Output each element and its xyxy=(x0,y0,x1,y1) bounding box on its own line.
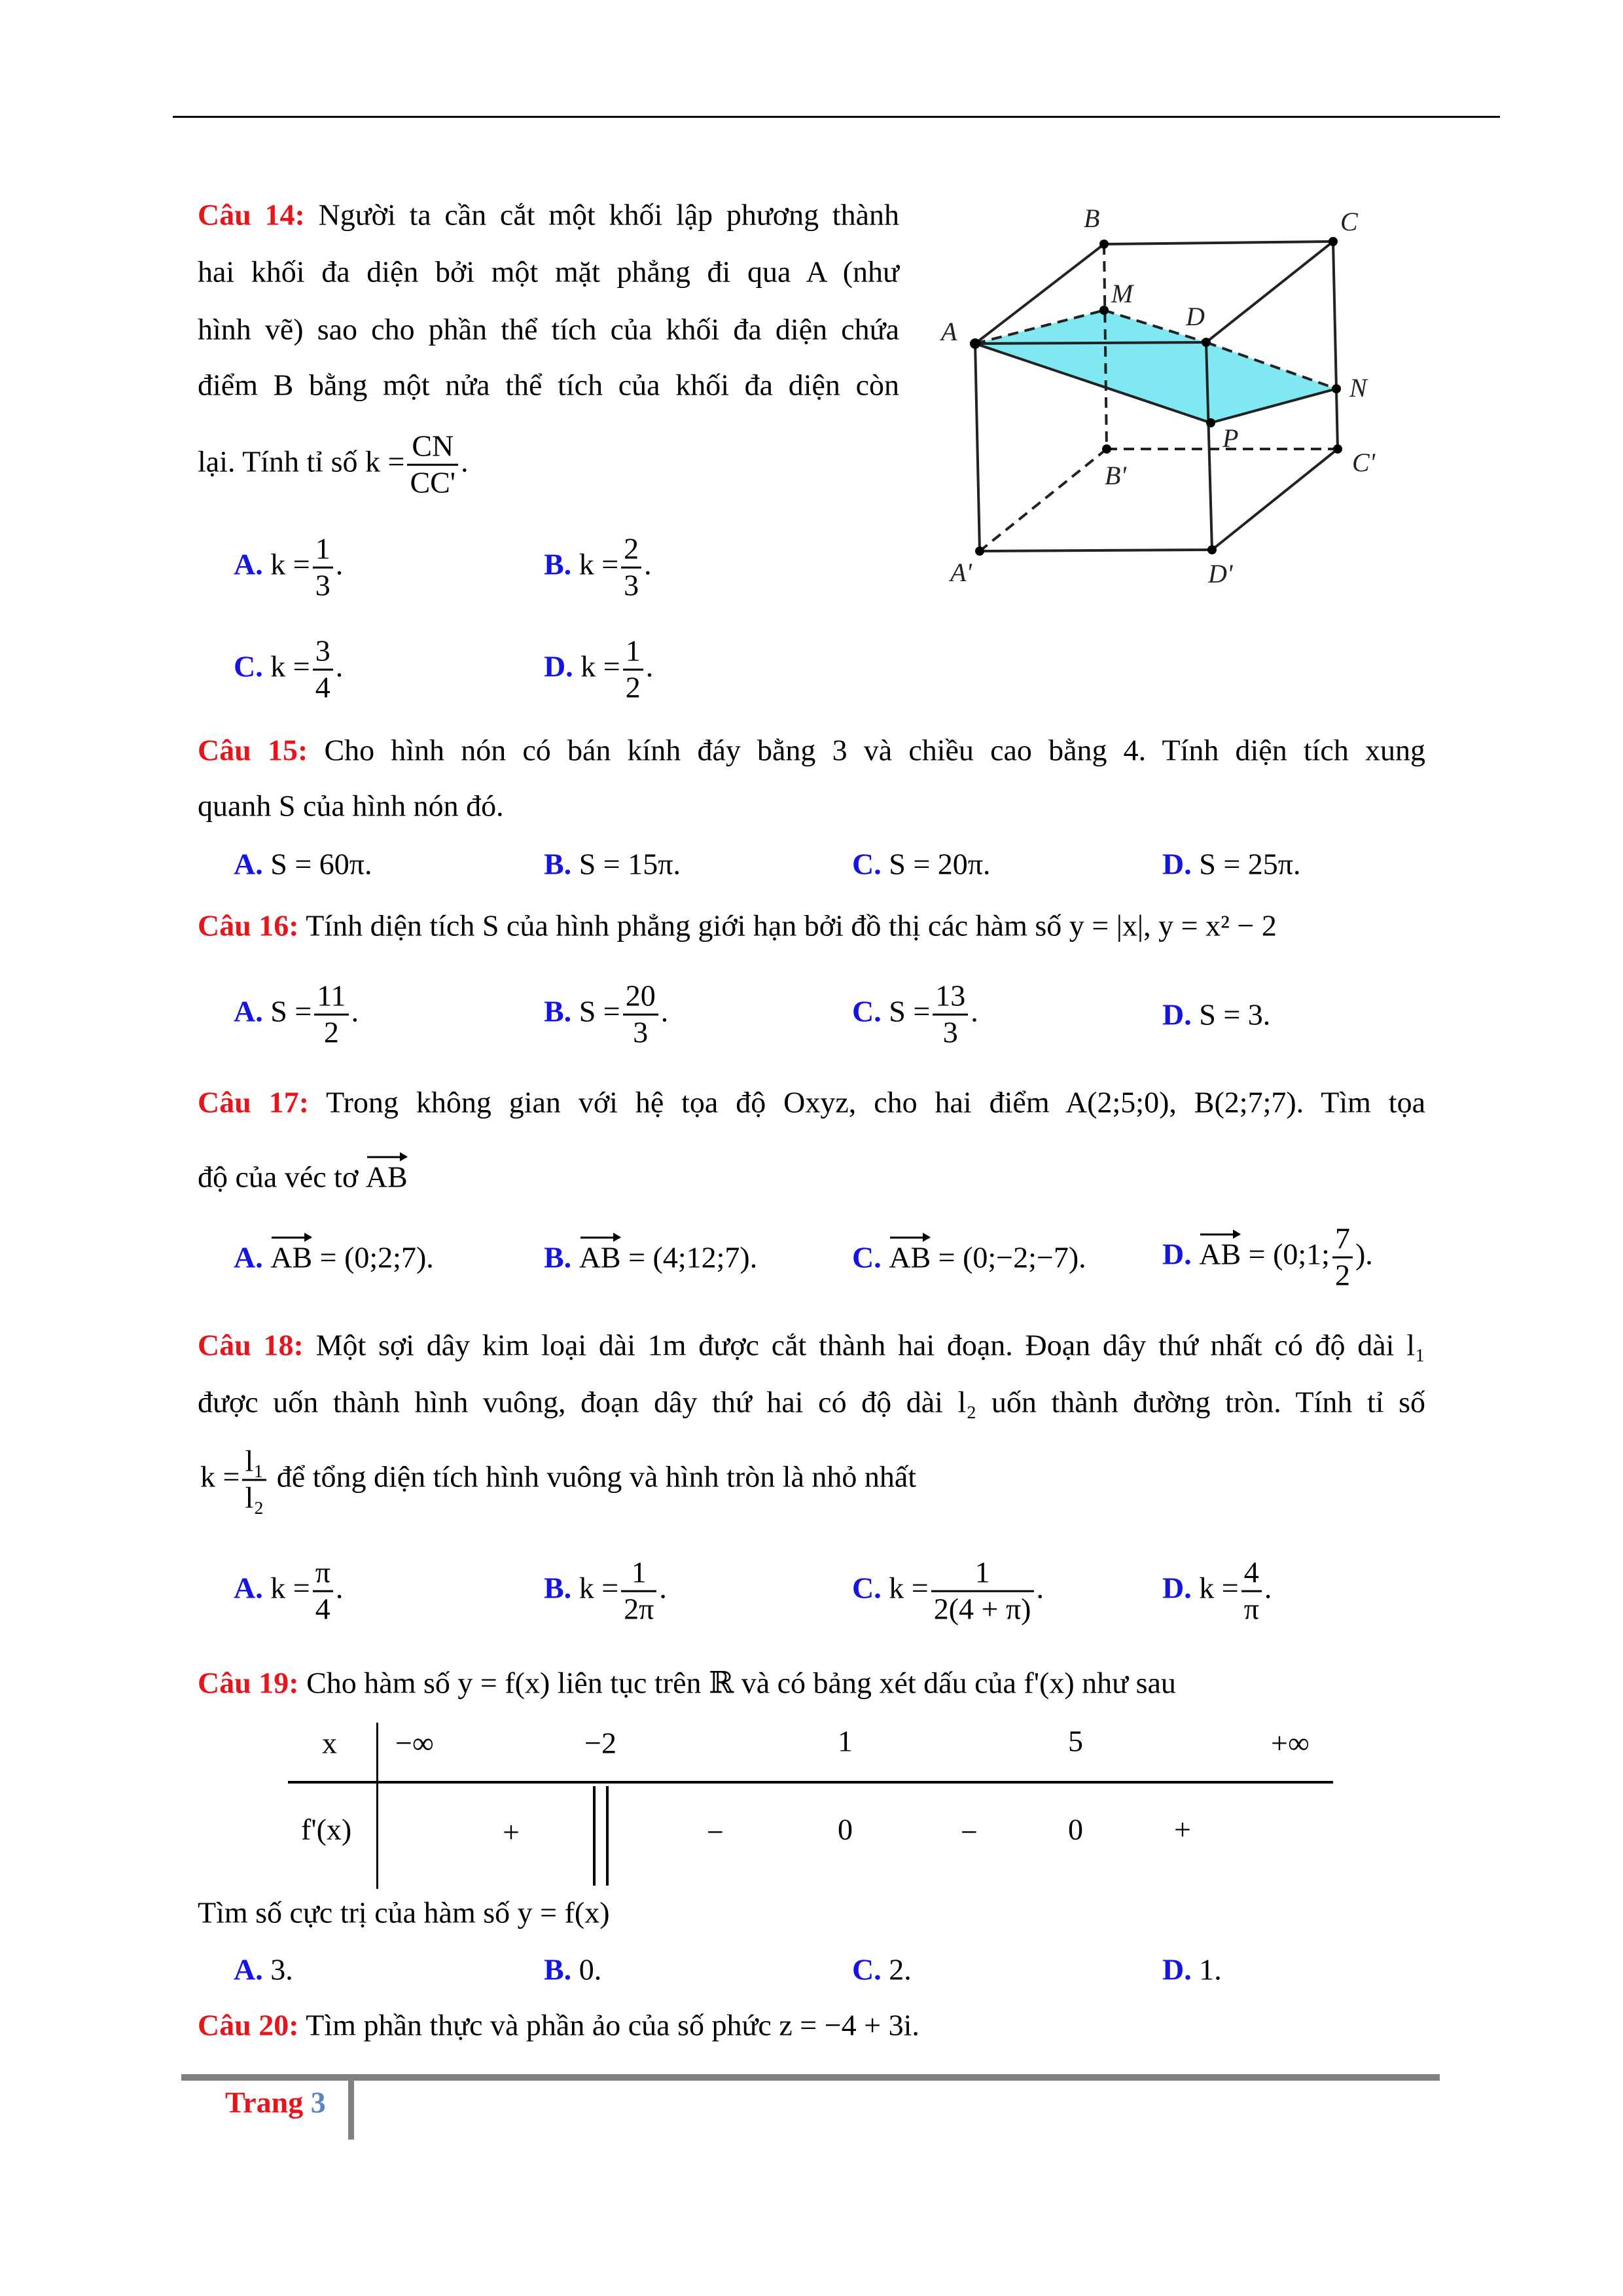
option-text: S = 15π. xyxy=(579,847,681,881)
q18-option-d[interactable]: D. k = $\frac{4}{\pi}$ . xyxy=(1162,1555,1272,1626)
q14-option-c[interactable]: C. k = $\frac{3}{4}$ . xyxy=(234,634,344,704)
numerator: CN xyxy=(407,429,458,466)
q19-option-b[interactable] xyxy=(544,1951,601,1987)
q16-option-a[interactable]: A. S = $\frac{11}{2}$ . xyxy=(234,978,359,1049)
option-text: = (0;−2;−7). xyxy=(938,1240,1086,1274)
denominator: 4 xyxy=(315,1592,330,1626)
point-c xyxy=(1329,237,1338,246)
numerator: 20 xyxy=(623,979,658,1016)
option-text: S = 60π. xyxy=(270,847,372,881)
q15-option-c[interactable] xyxy=(852,846,990,882)
q16-option-c[interactable]: C. S = $\frac{13}{3}$ . xyxy=(852,978,978,1049)
q17-line-1 xyxy=(198,1084,1425,1120)
option-prefix: S = xyxy=(889,994,931,1028)
double-bar-right xyxy=(606,1786,609,1886)
q14-line-2: hai khối đa diện bởi một mặt phẳng đi qua A (như xyxy=(198,255,899,289)
q17-line-2 xyxy=(198,1158,408,1194)
denominator: 4 xyxy=(315,670,330,704)
question-label: Câu 20: xyxy=(198,2008,299,2042)
q14-option-a[interactable]: A. k = $\frac{1}{3}$ . xyxy=(234,531,344,602)
fraction xyxy=(621,1556,656,1627)
point-p xyxy=(1206,418,1215,427)
option-letter: D. xyxy=(1162,1237,1192,1271)
q14-line-4: điểm B bằng một nửa thể tích của khối đa diện còn xyxy=(198,368,899,402)
q19-question: Tìm số cực trị của hàm số y = f(x) xyxy=(198,1895,610,1929)
fraction xyxy=(933,979,968,1050)
numerator: 3 xyxy=(313,634,333,671)
option-letter: B. xyxy=(544,1240,572,1274)
footer-divider xyxy=(348,2077,354,2140)
q14-option-d[interactable]: D. k = $\frac{1}{2}$ . xyxy=(544,634,654,704)
q15-option-a[interactable] xyxy=(234,846,372,882)
q17-option-d[interactable] xyxy=(1162,1222,1373,1293)
question-label: Câu 14: xyxy=(198,198,305,232)
q19-option-d[interactable] xyxy=(1162,1951,1222,1987)
denominator: 3 xyxy=(942,1015,958,1049)
fraction xyxy=(242,1444,266,1516)
sign: 0 xyxy=(1068,1812,1083,1846)
edge xyxy=(1212,449,1338,550)
x-value: −∞ xyxy=(395,1726,434,1760)
option-text: 1. xyxy=(1199,1952,1222,1986)
option-letter: C. xyxy=(852,847,882,881)
label-a: A xyxy=(941,317,957,346)
option-prefix: S = xyxy=(579,994,620,1028)
edge xyxy=(1104,242,1333,244)
option-letter: A. xyxy=(234,994,263,1028)
q18-option-a[interactable]: A. k = $\frac{\pi}{4}$ . xyxy=(234,1555,344,1626)
q18-text: để tổng diện tích hình vuông và hình tròn là nhỏ nhất xyxy=(276,1460,917,1494)
option-letter: D. xyxy=(544,649,573,683)
option-letter: D. xyxy=(1162,1571,1192,1605)
option-prefix: k = xyxy=(270,1571,310,1605)
fraction xyxy=(314,979,348,1050)
edge xyxy=(1206,242,1333,342)
option-letter: D. xyxy=(1162,997,1192,1031)
denominator: 3 xyxy=(315,568,330,602)
q19-text: Cho hàm số y = f(x) liên tục trên ℝ và có bảng xét dấu của f'(x) như sau xyxy=(306,1666,1176,1700)
denominator: 3 xyxy=(624,568,639,602)
numerator: l₁ xyxy=(242,1444,266,1481)
numerator: 11 xyxy=(314,979,348,1016)
q15-option-b[interactable] xyxy=(544,846,681,882)
denominator: l₂ xyxy=(245,1480,264,1515)
cube-figure xyxy=(0,0,1623,622)
denominator: 2(4 + π) xyxy=(933,1592,1031,1626)
sign: − xyxy=(961,1815,978,1849)
x-value: −2 xyxy=(584,1726,616,1760)
option-letter: C. xyxy=(234,649,263,683)
point-n xyxy=(1332,384,1341,393)
option-letter: A. xyxy=(234,1952,263,1986)
q20-text: Tìm phần thực và phần ảo của số phức z = −4 + 3i. xyxy=(306,2008,919,2042)
page-number xyxy=(225,2084,326,2120)
q15-option-d[interactable] xyxy=(1162,846,1300,882)
x-value: 5 xyxy=(1068,1724,1083,1758)
point-m xyxy=(1099,306,1109,315)
sign: 0 xyxy=(838,1812,853,1846)
point-b-prime xyxy=(1102,444,1111,454)
q18-option-c[interactable]: C. k = $\frac{1}{2(4 + \pi)}$ . xyxy=(852,1555,1044,1626)
option-letter: A. xyxy=(234,547,263,581)
q18-line-3 xyxy=(200,1444,916,1516)
numerator: π xyxy=(313,1556,333,1592)
option-text: = (0;1; xyxy=(1248,1237,1330,1271)
question-label: Câu 19: xyxy=(198,1666,299,1700)
q16-option-b[interactable]: B. S = $\frac{20}{3}$ . xyxy=(544,978,669,1049)
f-prime-label: f'(x) xyxy=(301,1812,352,1846)
label-p: P xyxy=(1222,423,1239,453)
hidden-edge xyxy=(980,449,1107,551)
option-letter: B. xyxy=(544,994,572,1028)
option-prefix: k = xyxy=(270,547,310,581)
q14-text: lại. Tính tỉ số k = xyxy=(198,444,405,478)
option-letter: B. xyxy=(544,1952,572,1986)
numerator: 7 xyxy=(1332,1222,1353,1259)
option-letter: B. xyxy=(544,547,572,581)
q14-line-3: hình vẽ) sao cho phần thể tích của khối đa diện chứa xyxy=(198,312,899,346)
x-label: x xyxy=(322,1726,337,1760)
point-c-prime xyxy=(1333,444,1342,454)
table-vertical-divider xyxy=(376,1723,378,1889)
question-label: Câu 16: xyxy=(198,908,299,942)
edge xyxy=(980,550,1212,551)
option-prefix: k = xyxy=(579,547,619,581)
fraction xyxy=(931,1556,1034,1627)
q18-line-2: được uốn thành hình vuông, đoạn dây thứ hai có độ dài l₂ uốn thành đường tròn. Tính tỉ số xyxy=(198,1385,1425,1419)
page-label: Trang xyxy=(225,2085,304,2119)
k-prefix: k = xyxy=(200,1460,240,1494)
question-label: Câu 18: xyxy=(198,1328,304,1362)
q15-text: Cho hình nón có bán kính đáy bằng 3 và chiều cao bằng 4. Tính diện tích xung xyxy=(324,733,1425,767)
fraction xyxy=(623,979,658,1050)
option-letter: D. xyxy=(1162,847,1192,881)
label-d-prime: D' xyxy=(1208,559,1233,588)
label-d: D xyxy=(1186,302,1205,331)
q17-text: độ của véc tơ xyxy=(198,1160,359,1194)
numerator: 1 xyxy=(313,532,333,569)
option-text: S = 20π. xyxy=(889,847,991,881)
label-m: M xyxy=(1111,279,1133,308)
q14-text: Người ta cần cắt một khối lập phương thành xyxy=(318,198,900,232)
q15-line-2: quanh S của hình nón đó. xyxy=(198,789,504,823)
vector-ab: AB xyxy=(1199,1236,1241,1272)
fraction xyxy=(313,634,333,706)
numerator: 13 xyxy=(933,979,968,1016)
q14-line-5: lại. Tính tỉ số k = $\frac{CN}{CC'}$ . xyxy=(198,429,469,499)
fraction xyxy=(313,1556,333,1627)
x-value: 1 xyxy=(838,1724,853,1758)
option-text: 3. xyxy=(270,1952,293,1986)
q15-line-1 xyxy=(198,732,1425,768)
denominator: CC' xyxy=(410,465,456,499)
option-letter: C. xyxy=(852,994,882,1028)
option-letter: C. xyxy=(852,1571,882,1605)
label-c: C xyxy=(1340,207,1358,236)
denominator: 3 xyxy=(633,1015,649,1049)
q17-text: Trong không gian với hệ tọa độ Oxyz, cho hai điểm A(2;5;0), B(2;7;7). Tìm tọa xyxy=(326,1085,1425,1119)
option-letter: A. xyxy=(234,847,263,881)
q19-option-a[interactable] xyxy=(234,1951,293,1987)
denominator: 2 xyxy=(625,670,641,704)
option-text: S = 3. xyxy=(1199,997,1271,1031)
edge xyxy=(975,344,980,551)
option-prefix: S = xyxy=(270,994,312,1028)
option-prefix: k = xyxy=(580,649,620,683)
option-letter: C. xyxy=(852,1952,882,1986)
table-horizontal-divider xyxy=(288,1781,1333,1784)
page-value: 3 xyxy=(310,2085,326,2119)
sign: − xyxy=(707,1815,724,1849)
fraction xyxy=(623,634,643,706)
fraction xyxy=(1241,1556,1262,1627)
q18-option-b[interactable]: B. k = $\frac{1}{2\pi}$ . xyxy=(544,1555,667,1626)
x-value: +∞ xyxy=(1271,1726,1310,1760)
q19-line-1 xyxy=(198,1664,1176,1700)
vector-ab: AB xyxy=(270,1239,312,1275)
q20-line-1 xyxy=(198,2007,919,2043)
q16-text: Tính diện tích S của hình phẳng giới hạn bởi đồ thị các hàm số y = |x|, y = x² − 2 xyxy=(306,908,1277,942)
option-letter: A. xyxy=(234,1571,263,1605)
q14-option-b[interactable]: B. k = $\frac{2}{3}$ . xyxy=(544,531,652,602)
q17-option-b[interactable] xyxy=(544,1239,757,1275)
q17-option-a[interactable] xyxy=(234,1239,434,1275)
option-text: 0. xyxy=(579,1952,602,1986)
q17-option-c[interactable] xyxy=(852,1239,1086,1275)
label-a-prime: A' xyxy=(950,558,972,587)
numerator: 4 xyxy=(1241,1556,1262,1592)
option-text: ). xyxy=(1355,1237,1373,1271)
sign: + xyxy=(1174,1812,1191,1846)
edge xyxy=(1333,242,1338,449)
option-letter: D. xyxy=(1162,1952,1192,1986)
question-label: Câu 15: xyxy=(198,733,308,767)
option-prefix: k = xyxy=(270,649,310,683)
sign: + xyxy=(503,1815,520,1849)
numerator: 1 xyxy=(623,634,643,671)
option-prefix: k = xyxy=(579,1571,619,1605)
q19-option-c[interactable] xyxy=(852,1951,912,1987)
edge xyxy=(975,342,1206,344)
denominator: 2π xyxy=(624,1592,654,1626)
q18-line-1 xyxy=(198,1327,1425,1363)
option-prefix: k = xyxy=(889,1571,929,1605)
numerator: 1 xyxy=(621,1556,656,1592)
numerator: 2 xyxy=(621,532,641,569)
option-text: S = 25π. xyxy=(1199,847,1301,881)
label-b: B xyxy=(1084,204,1100,233)
label-b-prime: B' xyxy=(1105,461,1126,490)
point-d-prime xyxy=(1207,545,1217,554)
numerator: 1 xyxy=(931,1556,1034,1592)
denominator: π xyxy=(1243,1592,1259,1626)
double-bar-left xyxy=(593,1786,596,1886)
footer-rule xyxy=(181,2074,1440,2081)
option-letter: C. xyxy=(852,1240,882,1274)
option-prefix: k = xyxy=(1199,1571,1239,1605)
q18-text: Một sợi dây kim loại dài 1m được cắt thành hai đoạn. Đoạn dây thứ nhất có độ dài l₁ xyxy=(315,1328,1426,1362)
label-c-prime: C' xyxy=(1352,448,1376,477)
option-letter: A. xyxy=(234,1240,263,1274)
denominator: 2 xyxy=(323,1015,339,1049)
option-letter: B. xyxy=(544,1571,572,1605)
q16-line-1 xyxy=(198,907,1277,943)
hidden-edge xyxy=(1104,244,1107,449)
point-a xyxy=(970,338,980,349)
option-letter: B. xyxy=(544,847,572,881)
point-d xyxy=(1202,338,1211,347)
option-text: = (4;12;7). xyxy=(628,1240,758,1274)
q16-option-d[interactable] xyxy=(1162,996,1270,1032)
vector-ab: AB xyxy=(366,1158,408,1194)
fraction xyxy=(1332,1222,1353,1293)
point-b xyxy=(1099,240,1109,249)
denominator: 2 xyxy=(1334,1258,1350,1292)
vector-ab: AB xyxy=(579,1239,621,1275)
vector-ab: AB xyxy=(889,1239,931,1275)
option-text: = (0;2;7). xyxy=(319,1240,434,1274)
point-a-prime xyxy=(975,547,984,556)
option-text: 2. xyxy=(889,1952,912,1986)
label-n: N xyxy=(1349,373,1367,403)
question-label: Câu 17: xyxy=(198,1085,310,1119)
